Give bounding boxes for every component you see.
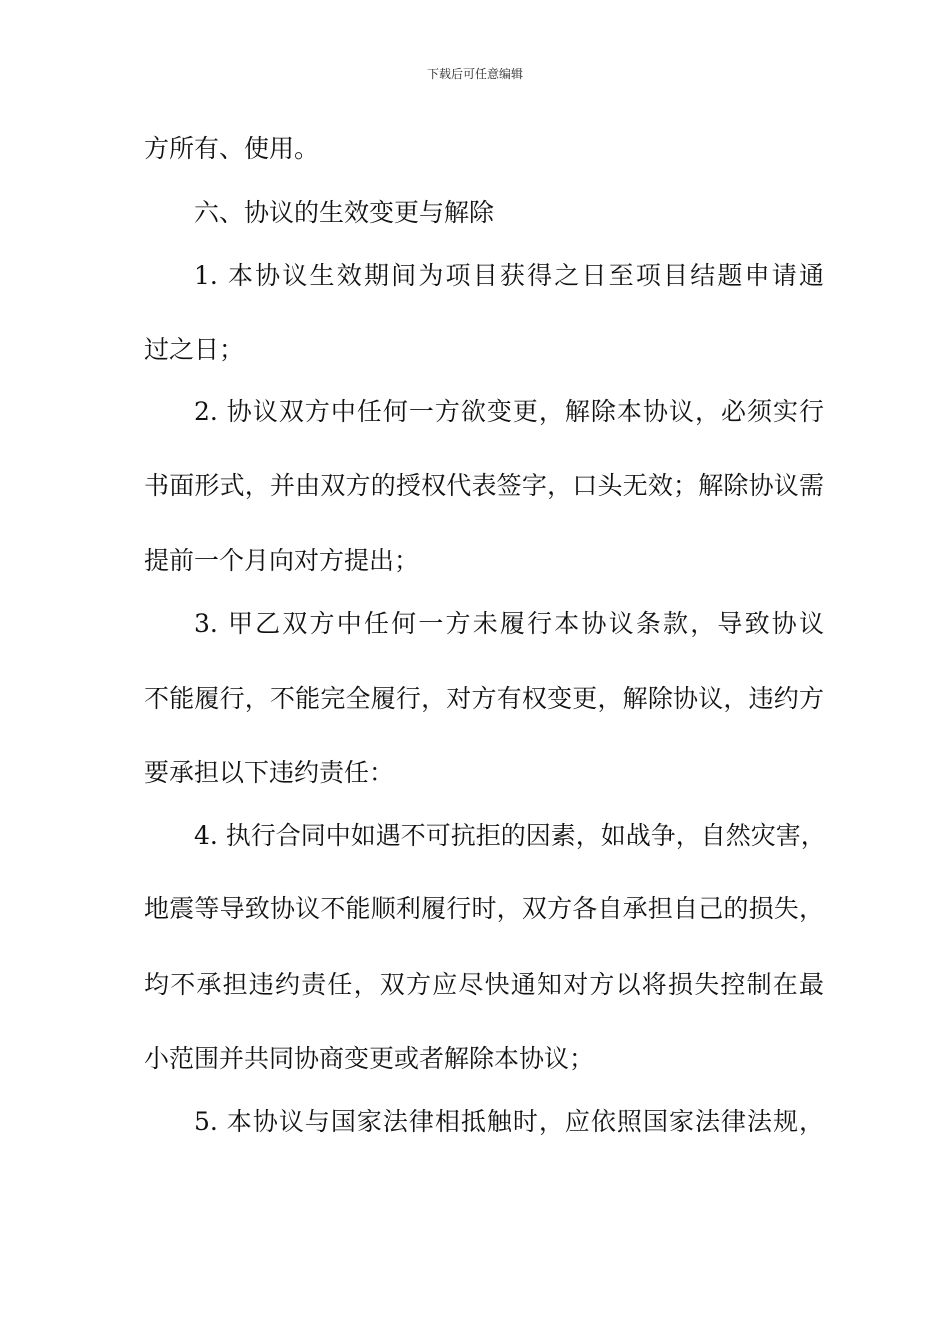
text-line: 书面形式，并由双方的授权代表签字，口头无效；解除协议需 bbox=[144, 471, 824, 500]
text-line: 地震等导致协议不能顺利履行时，双方各自承担自己的损失， bbox=[144, 894, 824, 923]
page-header: 下载后可任意编辑 bbox=[426, 67, 523, 81]
text-line: 方所有、使用。 bbox=[144, 134, 320, 163]
text-line: 5. 本协议与国家法律相抵触时，应依照国家法律法规， bbox=[194, 1107, 824, 1136]
text-line: 均不承担违约责任，双方应尽快通知对方以将损失控制在最 bbox=[144, 970, 824, 999]
text-line: 不能履行，不能完全履行，对方有权变更，解除协议，违约方 bbox=[144, 684, 824, 713]
text-line: 3. 甲乙双方中任何一方未履行本协议条款，导致协议 bbox=[194, 609, 824, 638]
text-line: 小范围并共同协商变更或者解除本协议； bbox=[144, 1044, 595, 1073]
text-line: 过之日； bbox=[144, 335, 245, 364]
text-line: 1. 本协议生效期间为项目获得之日至项目结题申请通 bbox=[194, 261, 824, 290]
text-line: 提前一个月向对方提出； bbox=[144, 546, 420, 575]
text-line: 2. 协议双方中任何一方欲变更，解除本协议，必须实行 bbox=[194, 397, 824, 426]
section-heading: 六、协议的生效变更与解除 bbox=[194, 198, 495, 227]
text-line: 要承担以下违约责任： bbox=[144, 758, 395, 787]
text-line: 4. 执行合同中如遇不可抗拒的因素，如战争，自然灾害， bbox=[194, 821, 826, 850]
